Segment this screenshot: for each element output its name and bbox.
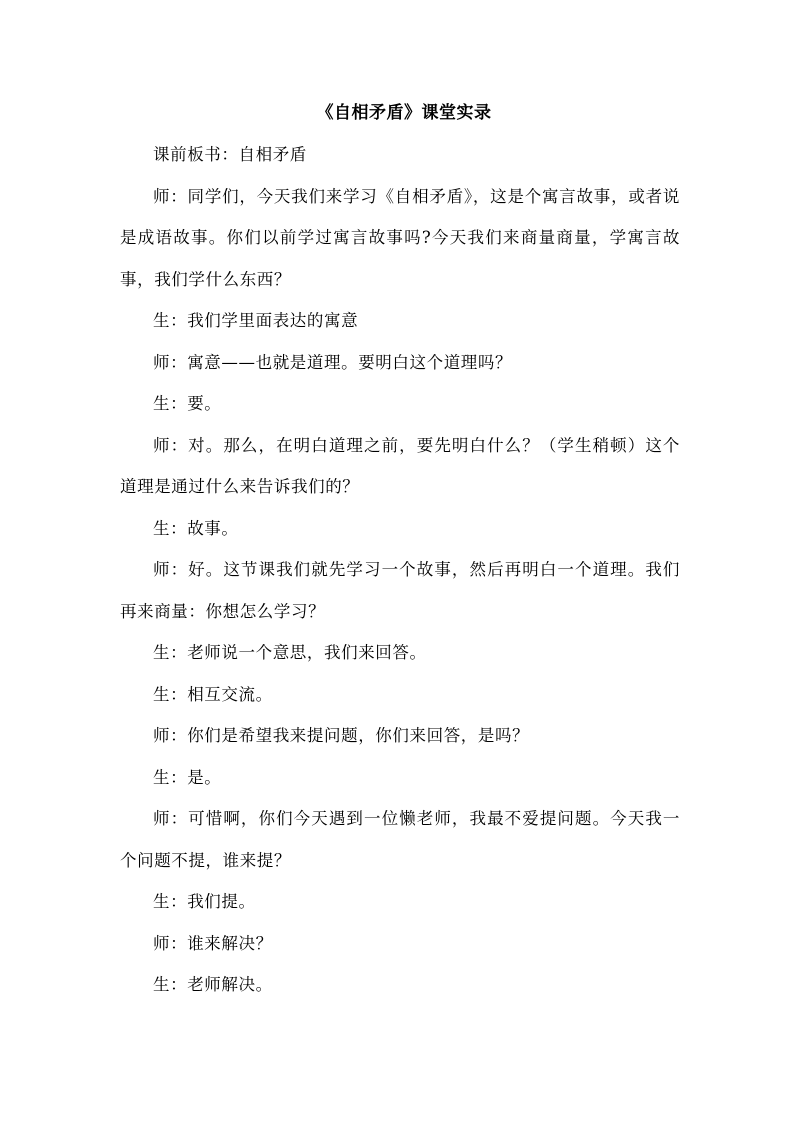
paragraph-student: 生：我们学里面表达的寓意 [153,311,359,330]
document-body [120,101,680,1006]
document-title: 《自相矛盾》课堂实录 [316,103,492,123]
paragraph-student: 生：故事。 [153,518,239,538]
paragraph-teacher: 师：同学们，今天我们来学习《自相矛盾》，这是个寓言故事，或者说是成语故事。你们以前学过寓言故事吗?今天我们来商量商量，学寓言故事，我们学什么东西？ [120,186,680,289]
paragraph-teacher: 师：对。那么，在明白道理之前，要先明白什么？（学生稍顿）这个道理是通过什么来告诉我们的？ [120,435,680,496]
paragraph-student: 生：老师解决。 [153,975,273,994]
paragraph-teacher: 师：可惜啊，你们今天遇到一位懒老师，我最不爱提问题。今天我一个问题不提，谁来提？ [120,809,680,870]
paragraph-teacher: 师：谁来解决？ [153,933,273,953]
paragraph-board-note: 课前板书：自相矛盾 [153,145,307,164]
paragraph-student: 生：要。 [153,394,222,413]
paragraph-student: 生：相互交流。 [153,684,273,704]
paragraph-teacher: 师：好。这节课我们就先学习一个故事，然后再明白一个道理。我们再来商量：你想怎么学习？ [120,560,680,621]
paragraph-student: 生：我们提。 [153,892,256,911]
paragraph-student: 生：是。 [153,767,222,787]
paragraph-teacher: 师：寓意——也就是道理。要明白这个道理吗？ [153,352,513,372]
paragraph-teacher: 师：你们是希望我来提问题，你们来回答，是吗？ [153,726,530,745]
paragraph-student: 生：老师说一个意思，我们来回答。 [153,643,427,662]
